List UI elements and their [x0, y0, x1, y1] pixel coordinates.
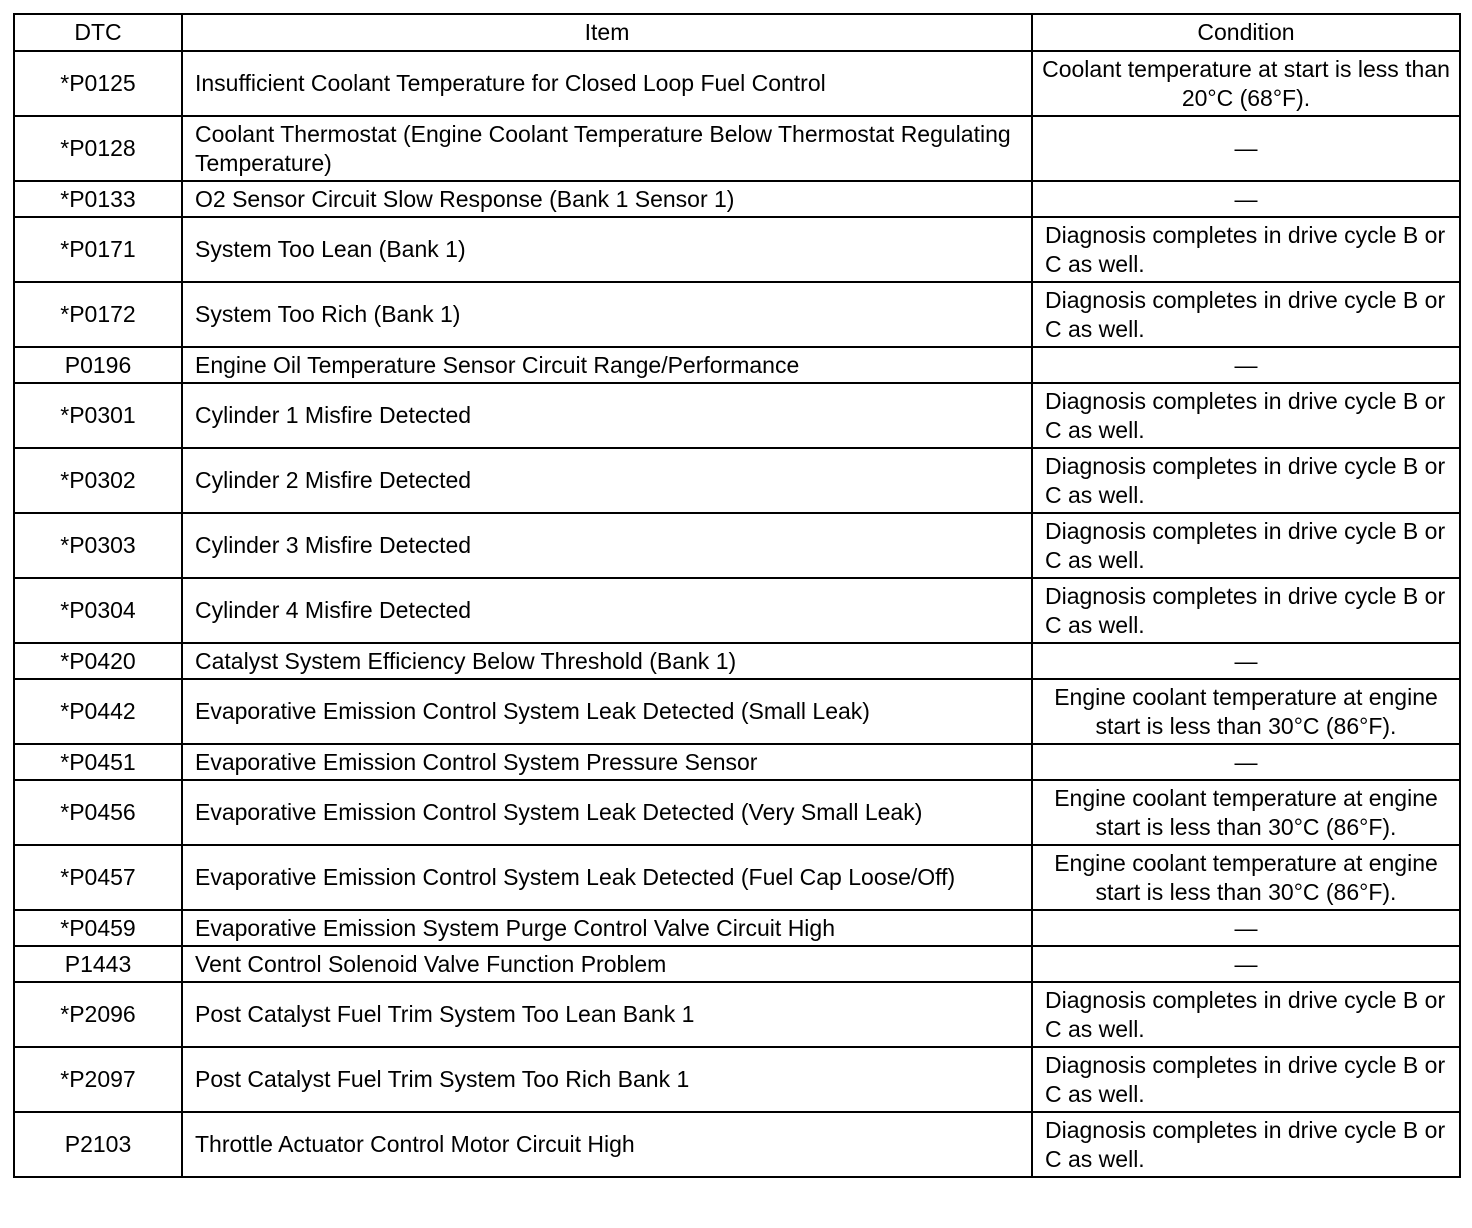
dtc-code: *P0303 [14, 513, 182, 578]
item-description: System Too Lean (Bank 1) [182, 217, 1032, 282]
item-description: O2 Sensor Circuit Slow Response (Bank 1 Sensor 1) [182, 181, 1032, 217]
table-row [14, 383, 1460, 448]
table-row [14, 578, 1460, 643]
header-condition: Condition [1032, 14, 1460, 51]
condition-text: Diagnosis completes in drive cycle B or C as well. [1032, 513, 1460, 578]
item-description: Evaporative Emission System Purge Control Valve Circuit High [182, 910, 1032, 946]
dtc-code: *P0451 [14, 744, 182, 780]
item-description: Post Catalyst Fuel Trim System Too Lean Bank 1 [182, 982, 1032, 1047]
table-row [14, 347, 1460, 383]
dtc-table [13, 13, 1461, 1178]
item-description: Cylinder 3 Misfire Detected [182, 513, 1032, 578]
item-description: Vent Control Solenoid Valve Function Problem [182, 946, 1032, 982]
dtc-code: P2103 [14, 1112, 182, 1177]
table-row [14, 643, 1460, 679]
item-description: Post Catalyst Fuel Trim System Too Rich Bank 1 [182, 1047, 1032, 1112]
condition-text: Diagnosis completes in drive cycle B or C as well. [1032, 282, 1460, 347]
condition-text: Engine coolant temperature at engine start is less than 30°C (86°F). [1032, 679, 1460, 744]
table-row [14, 946, 1460, 982]
table-row [14, 51, 1460, 116]
table-row [14, 744, 1460, 780]
table-row [14, 448, 1460, 513]
condition-text: Coolant temperature at start is less than 20°C (68°F). [1032, 51, 1460, 116]
condition-text: — [1032, 946, 1460, 982]
dtc-code: *P0128 [14, 116, 182, 181]
condition-text: Diagnosis completes in drive cycle B or C as well. [1032, 448, 1460, 513]
condition-text: — [1032, 116, 1460, 181]
item-description: System Too Rich (Bank 1) [182, 282, 1032, 347]
condition-text: Diagnosis completes in drive cycle B or C as well. [1032, 383, 1460, 448]
dtc-code: P1443 [14, 946, 182, 982]
table-row [14, 181, 1460, 217]
condition-text: — [1032, 910, 1460, 946]
table-row [14, 780, 1460, 845]
dtc-code: *P0420 [14, 643, 182, 679]
header-item: Item [182, 14, 1032, 51]
table-row [14, 116, 1460, 181]
condition-text: Diagnosis completes in drive cycle B or C as well. [1032, 217, 1460, 282]
item-description: Coolant Thermostat (Engine Coolant Temperature Below Thermostat Regulating Temperature) [182, 116, 1032, 181]
condition-text: Diagnosis completes in drive cycle B or C as well. [1032, 982, 1460, 1047]
table-row [14, 1112, 1460, 1177]
table-header [14, 14, 1460, 51]
item-description: Cylinder 2 Misfire Detected [182, 448, 1032, 513]
dtc-code: *P0442 [14, 679, 182, 744]
dtc-code: *P2097 [14, 1047, 182, 1112]
dtc-code: *P0125 [14, 51, 182, 116]
item-description: Evaporative Emission Control System Leak Detected (Small Leak) [182, 679, 1032, 744]
dtc-code: *P2096 [14, 982, 182, 1047]
table-body [14, 51, 1460, 1177]
dtc-code: *P0302 [14, 448, 182, 513]
dtc-code: *P0304 [14, 578, 182, 643]
item-description: Cylinder 4 Misfire Detected [182, 578, 1032, 643]
item-description: Evaporative Emission Control System Leak Detected (Fuel Cap Loose/Off) [182, 845, 1032, 910]
dtc-code: *P0457 [14, 845, 182, 910]
dtc-code: *P0301 [14, 383, 182, 448]
dtc-code: P0196 [14, 347, 182, 383]
table-row [14, 1047, 1460, 1112]
condition-text: — [1032, 744, 1460, 780]
table-row [14, 982, 1460, 1047]
table-row [14, 845, 1460, 910]
table-row [14, 910, 1460, 946]
condition-text: Engine coolant temperature at engine start is less than 30°C (86°F). [1032, 780, 1460, 845]
condition-text: — [1032, 347, 1460, 383]
table-row [14, 217, 1460, 282]
item-description: Engine Oil Temperature Sensor Circuit Range/Performance [182, 347, 1032, 383]
item-description: Evaporative Emission Control System Leak Detected (Very Small Leak) [182, 780, 1032, 845]
header-row [14, 14, 1460, 51]
table-row [14, 282, 1460, 347]
table-row [14, 513, 1460, 578]
condition-text: Diagnosis completes in drive cycle B or C as well. [1032, 578, 1460, 643]
condition-text: Diagnosis completes in drive cycle B or C as well. [1032, 1047, 1460, 1112]
dtc-code: *P0171 [14, 217, 182, 282]
item-description: Catalyst System Efficiency Below Threshold (Bank 1) [182, 643, 1032, 679]
dtc-code: *P0172 [14, 282, 182, 347]
condition-text: — [1032, 643, 1460, 679]
dtc-code: *P0133 [14, 181, 182, 217]
table-row [14, 679, 1460, 744]
condition-text: — [1032, 181, 1460, 217]
item-description: Evaporative Emission Control System Pressure Sensor [182, 744, 1032, 780]
item-description: Throttle Actuator Control Motor Circuit High [182, 1112, 1032, 1177]
condition-text: Engine coolant temperature at engine start is less than 30°C (86°F). [1032, 845, 1460, 910]
condition-text: Diagnosis completes in drive cycle B or C as well. [1032, 1112, 1460, 1177]
item-description: Insufficient Coolant Temperature for Closed Loop Fuel Control [182, 51, 1032, 116]
header-dtc: DTC [14, 14, 182, 51]
dtc-code: *P0459 [14, 910, 182, 946]
dtc-code: *P0456 [14, 780, 182, 845]
item-description: Cylinder 1 Misfire Detected [182, 383, 1032, 448]
